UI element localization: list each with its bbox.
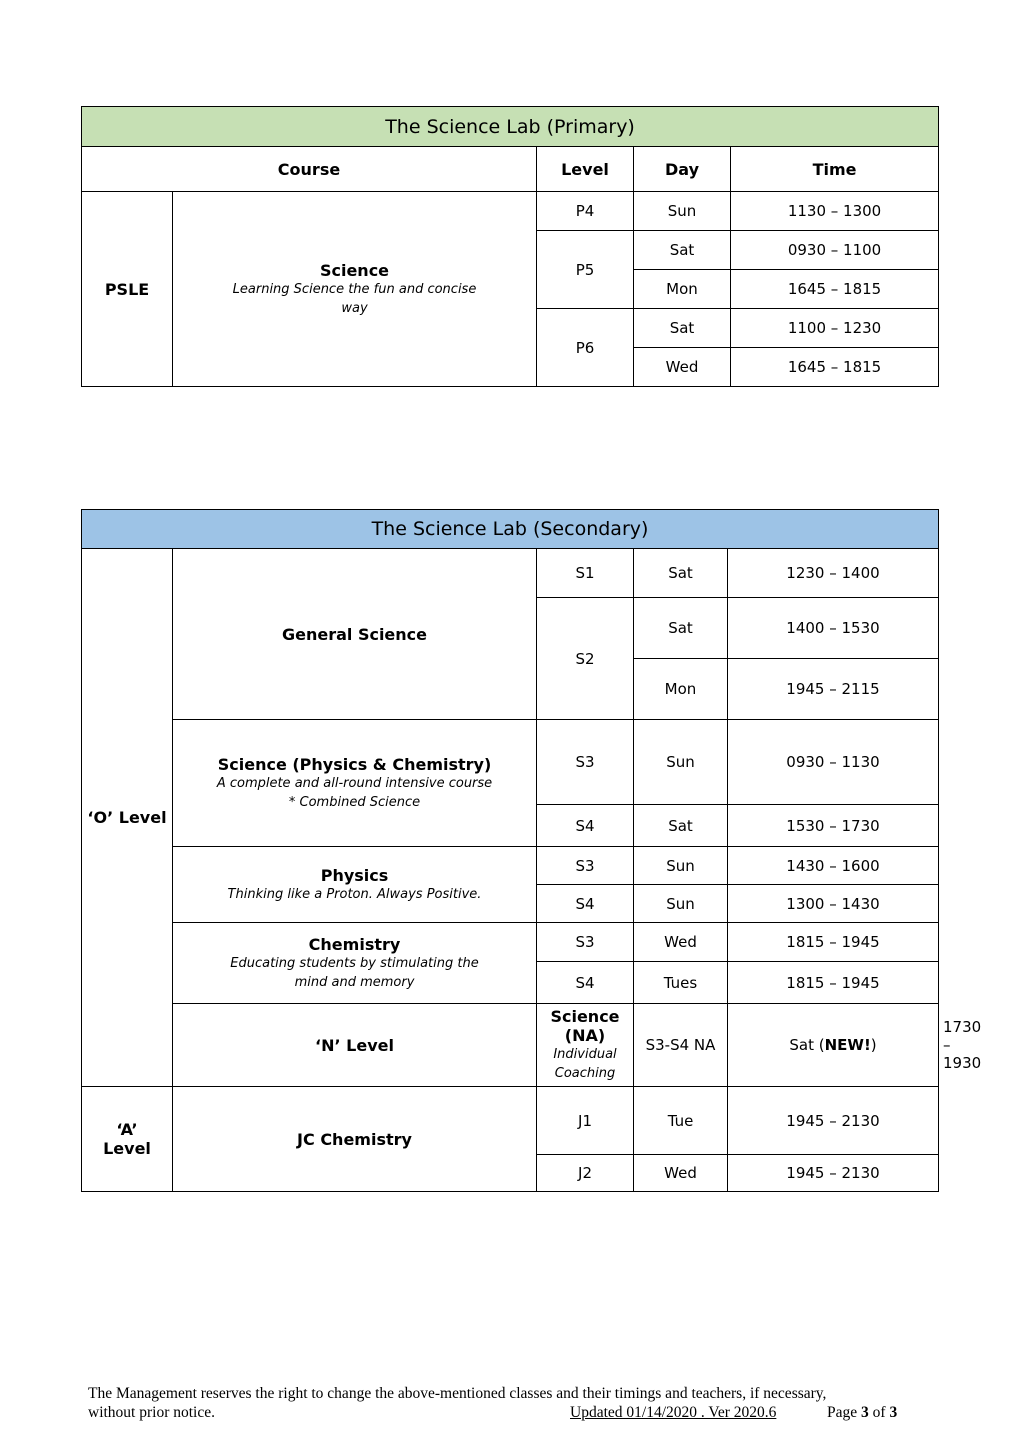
course-name: Chemistry — [308, 934, 401, 954]
time-cell: 1230 – 1400 — [728, 549, 939, 598]
day-cell: Mon — [634, 270, 731, 309]
level-cell: S4 — [537, 962, 634, 1004]
course-name: Science (NA) — [550, 1007, 620, 1045]
page-number — [827, 1403, 897, 1422]
level-cell: S1 — [537, 549, 634, 598]
level-cell: P4 — [537, 192, 634, 231]
level-cell: P5 — [537, 231, 634, 309]
time-cell: 1530 – 1730 — [728, 805, 939, 847]
level-cell: S3 — [537, 720, 634, 805]
jc-chemistry-course-cell — [173, 1087, 537, 1192]
page-current: 3 — [861, 1404, 869, 1421]
page-total: 3 — [889, 1404, 898, 1421]
a-level-label-line2: Level — [103, 1139, 151, 1158]
day-cell: Wed — [634, 1155, 728, 1192]
day-cell: Wed — [634, 923, 728, 962]
a-level-label-line1: ‘A’ — [116, 1120, 138, 1139]
course-description: Learning Science the fun and concise way — [232, 281, 477, 316]
chemistry-course-cell — [173, 923, 537, 1004]
time-cell: 1300 – 1430 — [728, 885, 939, 923]
day-cell: Wed — [634, 348, 731, 387]
course-name: Physics — [320, 865, 389, 885]
combined-science-course-cell — [173, 720, 537, 847]
course-name: JC Chemistry — [297, 1129, 412, 1149]
day-cell: Sun — [634, 847, 728, 885]
footer-row2 — [88, 1403, 908, 1422]
level-cell: S4 — [537, 885, 634, 923]
day-header: Day — [634, 147, 731, 192]
day-cell: Tues — [634, 962, 728, 1004]
footer-notice-line2: without prior notice. — [88, 1404, 215, 1421]
n-level-group-label: ‘N’ Level — [173, 1004, 537, 1087]
course-name: Science (Physics & Chemistry) — [217, 754, 492, 774]
level-cell: J1 — [537, 1087, 634, 1155]
time-cell: 1130 – 1300 — [731, 192, 939, 231]
footer — [88, 1384, 908, 1422]
physics-course-cell — [173, 847, 537, 923]
level-cell: S2 — [537, 598, 634, 720]
primary-table-title: The Science Lab (Primary) — [82, 107, 939, 147]
time-cell: 1945 – 2130 — [728, 1087, 939, 1155]
psle-group-label: PSLE — [82, 192, 173, 387]
day-cell: Sat — [634, 805, 728, 847]
day-cell: Sat (NEW!) — [728, 1004, 939, 1087]
day-cell: Sun — [634, 192, 731, 231]
footer-notice-line1: The Management reserves the right to change the above-mentioned classes and their timings and teachers, if necessary, — [88, 1385, 827, 1402]
time-cell: 0930 – 1130 — [728, 720, 939, 805]
page-prefix: Page — [827, 1404, 858, 1421]
updated-version: Updated 01/14/2020 . Ver 2020.6 — [570, 1404, 777, 1421]
level-cell: J2 — [537, 1155, 634, 1192]
course-name: Science — [319, 260, 390, 280]
time-cell: 0930 – 1100 — [731, 231, 939, 270]
day-text: Sat — [789, 1036, 814, 1054]
day-cell: Sat — [634, 549, 728, 598]
day-cell: Sat — [634, 598, 728, 659]
course-description: A complete and all-round intensive course — [216, 775, 493, 791]
course-note: * Combined Science — [288, 794, 421, 810]
time-cell: 1815 – 1945 — [728, 923, 939, 962]
day-cell: Mon — [634, 659, 728, 720]
day-cell: Sun — [634, 720, 728, 805]
time-cell: 1945 – 2130 — [728, 1155, 939, 1192]
course-description: Individual Coaching — [553, 1047, 617, 1081]
level-cell: S3-S4 NA — [634, 1004, 728, 1087]
time-cell: 1430 – 1600 — [728, 847, 939, 885]
primary-schedule-table — [81, 106, 939, 387]
course-description: Educating students by stimulating the mind and memory — [230, 955, 479, 990]
time-cell: 1945 – 2115 — [728, 659, 939, 720]
new-tag: NEW! — [824, 1036, 871, 1054]
course-description: Thinking like a Proton. Always Positive. — [227, 886, 482, 902]
general-science-course-cell — [173, 549, 537, 720]
secondary-table-title: The Science Lab (Secondary) — [82, 510, 939, 549]
time-cell: 1645 – 1815 — [731, 270, 939, 309]
level-header: Level — [537, 147, 634, 192]
page-of: of — [872, 1404, 886, 1421]
time-cell: 1815 – 1945 — [728, 962, 939, 1004]
level-cell: P6 — [537, 309, 634, 387]
level-cell: S3 — [537, 847, 634, 885]
level-cell: S4 — [537, 805, 634, 847]
course-header: Course — [82, 147, 537, 192]
level-cell: S3 — [537, 923, 634, 962]
day-cell: Sat — [634, 231, 731, 270]
o-level-group-label: ‘O’ Level — [82, 549, 173, 1087]
time-cell: 1100 – 1230 — [731, 309, 939, 348]
course-name: General Science — [281, 624, 428, 644]
day-cell: Sun — [634, 885, 728, 923]
a-level-group-label — [82, 1087, 173, 1192]
time-cell: 1400 – 1530 — [728, 598, 939, 659]
secondary-schedule-table: The Science Lab (Secondary) ‘O’ Level General Science S1 Sat 1230 – 1400 S2 Sat 1400 – 1530 Mon 1945 – 2115 Science (Physics & Chemistry) A complete and all-round intensive course * Combined Science S3 Sun 0930 – 1130 S4 Sat 1530 – 1730 Physics Thinking like a Proton. Always Positive. S3 Sun 1430 – 1600 S4 Sun 1300 – 1430 Chemistry Educating students by stimulating the mind and memory S3 Wed 1815 – 1945 S4 Tues 1815 – 1945 ‘N’ Level Science (NA) Individual Coaching S3-S4 NA Sat (NEW!) 1730 – 1930 ‘A’ Level JC Chemistry J1 Tue 1945 – 2130 J2 Wed 1945 – 2130 — [81, 509, 939, 1192]
science-na-course-cell — [537, 1004, 634, 1087]
day-cell: Sat — [634, 309, 731, 348]
time-cell: 1645 – 1815 — [731, 348, 939, 387]
day-cell: Tue — [634, 1087, 728, 1155]
primary-course-cell — [173, 192, 537, 387]
time-header: Time — [731, 147, 939, 192]
